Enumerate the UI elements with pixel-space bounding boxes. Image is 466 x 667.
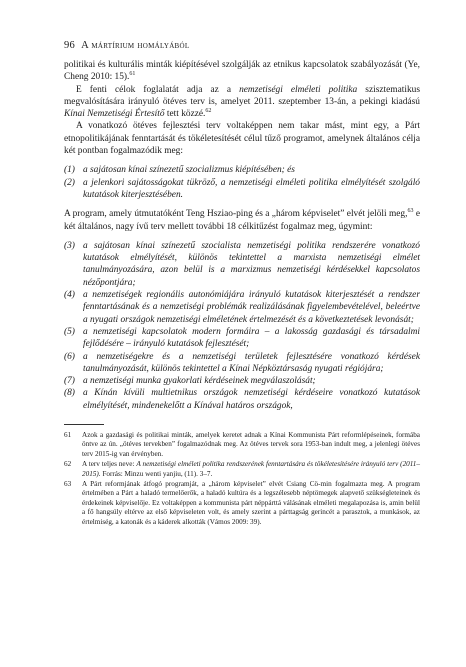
goal-list-1 xyxy=(64,164,420,201)
list-item: (7) a nemzetiségi munka gyakorlati kérdéseinek megválaszolását; xyxy=(64,376,316,387)
footnote-divider xyxy=(64,424,104,425)
list-item: (6) a nemzetiségekre és a nemzetiségi területek fejlesztésére vonatkozó kérdések tanulmányozását, különös tekintettel a Kínai Népköztársaság nyugati régiójára; xyxy=(64,351,420,374)
footnote-61: 61 Azok a gazdasági és politikai minták, amelyek keretet adnak a Kínai Kommunista Párt reformlépéseinek, formába öntve az ún. „ötéves tervekben” fogalmazódnak meg. Az ötéves tervek sora 1953-ban indult meg, a jelenlegi ötéves terv 2015-ig van érvényben. xyxy=(64,431,420,458)
goal-list-2 xyxy=(64,240,420,412)
footnote-63: 63 A Párt reformjának átfogó programját, a „három képviselet” elvét Csiang Cö-min fogalmazta meg. A program értelmében a Párt a haladó termelőerők, a haladó kultúra és a legszélesebb néptömegek alapvető szükségleteinek és érdekeinek képviselője. Ez voltaképpen a kommunista párt néppárttá válásának elméleti megalapozása is, amin belül a fő hangsúly eltérve az első képviseleten volt, és amely szerint a párttagság gerincét a parasztok, a munkások, az értelmiség, a katonák és a káderek alkották (Vámos 2009: 39). xyxy=(64,480,420,526)
list-item: (3) a sajátosan kínai színezetű szocialista nemzetiségi politika rendszerére vonatkozó kutatások elmélyítését, különös tekintettel a marxista nemzetiségi elmélet tanulmányozására, azon belül is a marxizmus nemzetiségi kérdésekkel kapcsolatos nézőpontjára; xyxy=(64,240,420,288)
list-item: (5) a nemzetiségi kapcsolatok modern formáira – a lakosság gazdasági és társadalmi fejlődésére – irányuló kutatások fejlesztését; xyxy=(64,326,420,350)
paragraph-4: A program, amely útmutatóként Teng Hsziao-ping és a „három képviselet” elvét jelöli meg,$^{63}$ e két általános, nagy ívű terv mellett további 18 célkitűzést fogalmaz meg, úgymint: xyxy=(64,208,420,232)
list-item: (8) a Kínán kívüli multietnikus országok nemzetiségi kérdéseire vonatkozó kutatások elmélyítését, mindenekelőtt a Kínával határos országok, xyxy=(64,388,420,411)
page-number: 96 xyxy=(64,40,76,51)
paragraph-3: A vonatkozó ötéves fejlesztési terv voltaképpen nem takar mást, mint egy, a Párt etnopolitikájának fenntartását és tökéletesítését célul tűző programot, amelynek általános célja két pontban fogalmazódik meg: xyxy=(64,121,420,157)
footnote-ref-62[interactable]: 62 xyxy=(205,108,212,115)
page xyxy=(64,40,420,528)
paragraph-2: E fenti célok foglalatát adja az a nemzetiségi elméleti politika szisztematikus megvalósítására irányuló ötéves terv is, amelyet 2011. szeptember 13-án, a pekingi kiadású Kínai Nemzetiségi Értesítő tett közzé.$^{62}$ xyxy=(64,84,420,120)
footnote-ref-61[interactable]: 61 xyxy=(129,71,136,78)
footnote-ref-63[interactable]: 63 xyxy=(407,208,414,215)
running-title: A mártírium homályából xyxy=(81,40,190,51)
list-item: (4) a nemzetiségek regionális autonómiájára irányuló kutatások kiterjesztését a rendszer fenntartásának és a nemzetiségi problémák realizálásának figyelembevételével, beleértve a nyugati országok nemzetiségi elméletének értelmezését és a következtetések levonását; xyxy=(64,290,420,325)
list-item: (1) a sajátosan kínai színezetű szocializmus kiépítésében; és xyxy=(64,165,295,176)
footnote-62: 62 A terv teljes neve: A nemzetiségi elméleti politika rendszerének fenntartására és tökéletesítésére irányuló terv (2011–2015). Forrás: Minzu wenti yanjiu, (11). 3–7. xyxy=(64,460,420,478)
paragraph-1: politikai és kulturális minták kiépítésével szolgálják az etnikus kapcsolatok szabályozását (Ye, Cheng 2010: 15).$^{61}$ xyxy=(64,60,420,83)
list-item: (2) a jelenkori sajátosságokat tükröző, a nemzetiségi elméleti politika elmélyítését szolgáló kutatások kiterjesztésében. xyxy=(64,177,420,200)
running-header xyxy=(64,40,420,51)
